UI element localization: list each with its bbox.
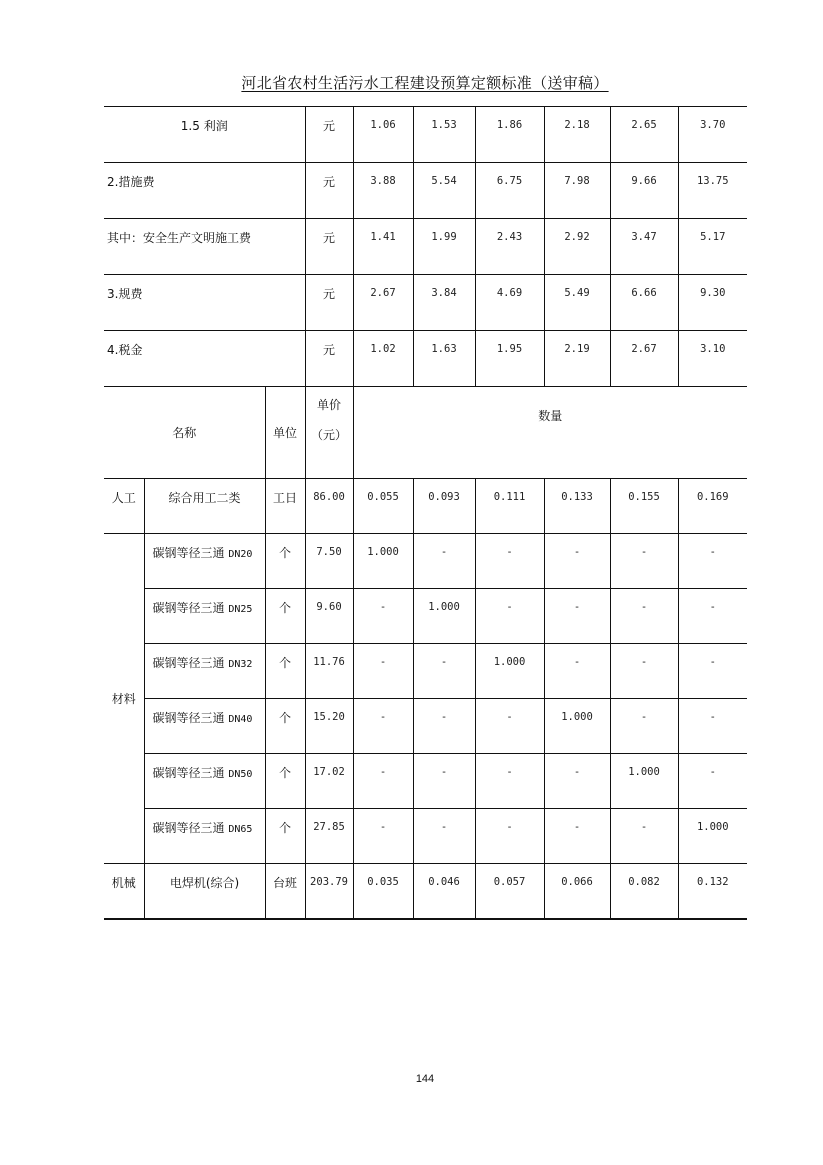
- quota-table: [104, 106, 747, 920]
- labor-unit: 工日: [265, 479, 305, 534]
- material-price: 9.60: [305, 589, 353, 644]
- material-quantity: -: [475, 589, 544, 644]
- labor-quantity: 0.155: [610, 479, 678, 534]
- fee-name: 2.措施费: [104, 163, 305, 219]
- fee-value: 2.67: [353, 275, 413, 331]
- fee-value: 1.63: [413, 331, 475, 387]
- machinery-quantity: 0.132: [678, 864, 747, 920]
- material-quantity: -: [610, 589, 678, 644]
- header-quantity: 数量: [353, 387, 747, 479]
- fee-value: 3.88: [353, 163, 413, 219]
- fee-value: 2.65: [610, 107, 678, 163]
- material-quantity: -: [544, 534, 610, 589]
- material-quantity: -: [475, 699, 544, 754]
- material-quantity: -: [353, 809, 413, 864]
- material-quantity: -: [413, 809, 475, 864]
- resource-header-row: [104, 387, 747, 479]
- material-quantity: -: [475, 809, 544, 864]
- material-quantity: 1.000: [413, 589, 475, 644]
- material-quantity: -: [353, 589, 413, 644]
- material-quantity: -: [353, 699, 413, 754]
- machinery-price: 203.79: [305, 864, 353, 920]
- material-row: [104, 699, 747, 754]
- machinery-quantity: 0.046: [413, 864, 475, 920]
- material-unit: 个: [265, 644, 305, 699]
- material-unit: 个: [265, 809, 305, 864]
- fee-name: 4.税金: [104, 331, 305, 387]
- labor-quantity: 0.111: [475, 479, 544, 534]
- material-spec: DN65: [228, 824, 253, 835]
- material-price: 7.50: [305, 534, 353, 589]
- material-quantity: -: [413, 534, 475, 589]
- page-number: 144: [415, 1073, 435, 1085]
- fee-value: 5.17: [678, 219, 747, 275]
- material-quantity: -: [678, 754, 747, 809]
- fee-value: 9.30: [678, 275, 747, 331]
- fee-row: [104, 107, 747, 163]
- header-name: 名称: [104, 387, 265, 479]
- material-quantity: -: [544, 589, 610, 644]
- material-price: 17.02: [305, 754, 353, 809]
- fee-value: 1.86: [475, 107, 544, 163]
- material-price: 27.85: [305, 809, 353, 864]
- labor-category: 人工: [104, 479, 144, 534]
- fee-value: 1.41: [353, 219, 413, 275]
- material-quantity: 1.000: [610, 754, 678, 809]
- fee-name: 3.规费: [104, 275, 305, 331]
- machinery-unit: 台班: [265, 864, 305, 920]
- material-quantity: 1.000: [544, 699, 610, 754]
- fee-name: 1.5 利润: [104, 107, 305, 163]
- material-quantity: -: [475, 754, 544, 809]
- machinery-category: 机械: [104, 864, 144, 920]
- fee-value: 3.70: [678, 107, 747, 163]
- fee-value: 4.69: [475, 275, 544, 331]
- fee-value: 1.06: [353, 107, 413, 163]
- fee-value: 6.66: [610, 275, 678, 331]
- machinery-quantity: 0.035: [353, 864, 413, 920]
- fee-row: [104, 219, 747, 275]
- material-quantity: 1.000: [678, 809, 747, 864]
- header-price-unit: （元）: [311, 428, 348, 442]
- material-row: [104, 754, 747, 809]
- fee-value: 1.02: [353, 331, 413, 387]
- labor-row: [104, 479, 747, 534]
- machinery-quantity: 0.082: [610, 864, 678, 920]
- fee-value: 1.95: [475, 331, 544, 387]
- labor-quantity: 0.169: [678, 479, 747, 534]
- machinery-quantity: 0.057: [475, 864, 544, 920]
- material-quantity: -: [413, 754, 475, 809]
- fee-value: 5.49: [544, 275, 610, 331]
- fee-value: 1.99: [413, 219, 475, 275]
- fee-unit: 元: [305, 331, 353, 387]
- labor-price: 86.00: [305, 479, 353, 534]
- material-name: [144, 589, 265, 644]
- material-quantity: -: [413, 644, 475, 699]
- header-unit-price: [305, 387, 353, 479]
- header-price-label: 单价: [317, 398, 342, 412]
- material-quantity: -: [678, 589, 747, 644]
- material-quantity: -: [353, 644, 413, 699]
- material-name-text: 碳钢等径三通: [152, 766, 225, 780]
- material-unit: 个: [265, 699, 305, 754]
- material-quantity: -: [544, 754, 610, 809]
- material-quantity: -: [610, 534, 678, 589]
- material-quantity: -: [678, 699, 747, 754]
- material-name-text: 碳钢等径三通: [152, 546, 225, 560]
- machinery-name: 电焊机(综合): [144, 864, 265, 920]
- fee-row: [104, 331, 747, 387]
- material-spec: DN20: [228, 549, 253, 560]
- fee-value: 2.67: [610, 331, 678, 387]
- labor-quantity: 0.055: [353, 479, 413, 534]
- material-spec: DN25: [228, 604, 253, 615]
- material-spec: DN50: [228, 769, 253, 780]
- fee-value: 2.18: [544, 107, 610, 163]
- fee-value: 2.43: [475, 219, 544, 275]
- material-quantity: -: [678, 534, 747, 589]
- fee-value: 3.84: [413, 275, 475, 331]
- document-title: 河北省农村生活污水工程建设预算定额标准（送审稿）: [241, 74, 609, 92]
- fee-unit: 元: [305, 275, 353, 331]
- material-name: [144, 809, 265, 864]
- material-unit: 个: [265, 589, 305, 644]
- labor-quantity: 0.093: [413, 479, 475, 534]
- material-price: 11.76: [305, 644, 353, 699]
- header-unit: 单位: [265, 387, 305, 479]
- material-name-text: 碳钢等径三通: [152, 601, 225, 615]
- fee-value: 3.47: [610, 219, 678, 275]
- material-name-text: 碳钢等径三通: [152, 711, 225, 725]
- material-quantity: -: [610, 644, 678, 699]
- material-quantity: 1.000: [475, 644, 544, 699]
- material-price: 15.20: [305, 699, 353, 754]
- material-row: [104, 644, 747, 699]
- material-quantity: -: [610, 809, 678, 864]
- material-name-text: 碳钢等径三通: [152, 821, 225, 835]
- machinery-row: [104, 864, 747, 920]
- material-name: [144, 754, 265, 809]
- material-unit: 个: [265, 534, 305, 589]
- material-category: 材料: [104, 534, 144, 864]
- fee-unit: 元: [305, 219, 353, 275]
- fee-value: 7.98: [544, 163, 610, 219]
- fee-row: [104, 275, 747, 331]
- material-name: [144, 534, 265, 589]
- fee-row: [104, 163, 747, 219]
- material-quantity: -: [610, 699, 678, 754]
- material-spec: DN32: [228, 659, 253, 670]
- fee-value: 2.92: [544, 219, 610, 275]
- material-quantity: -: [544, 644, 610, 699]
- material-spec: DN40: [228, 714, 253, 725]
- material-quantity: -: [475, 534, 544, 589]
- material-unit: 个: [265, 754, 305, 809]
- material-quantity: -: [413, 699, 475, 754]
- fee-value: 5.54: [413, 163, 475, 219]
- fee-unit: 元: [305, 107, 353, 163]
- material-quantity: 1.000: [353, 534, 413, 589]
- fee-unit: 元: [305, 163, 353, 219]
- material-name: [144, 644, 265, 699]
- fee-value: 6.75: [475, 163, 544, 219]
- fee-value: 13.75: [678, 163, 747, 219]
- fee-value: 2.19: [544, 331, 610, 387]
- material-name-text: 碳钢等径三通: [152, 656, 225, 670]
- material-quantity: -: [353, 754, 413, 809]
- material-quantity: -: [678, 644, 747, 699]
- fee-name: 其中：安全生产文明施工费: [104, 219, 305, 275]
- machinery-quantity: 0.066: [544, 864, 610, 920]
- fee-value: 1.53: [413, 107, 475, 163]
- material-row: [104, 809, 747, 864]
- material-quantity: -: [544, 809, 610, 864]
- material-name: [144, 699, 265, 754]
- labor-quantity: 0.133: [544, 479, 610, 534]
- fee-value: 9.66: [610, 163, 678, 219]
- labor-name: 综合用工二类: [144, 479, 265, 534]
- material-row: [104, 534, 747, 589]
- material-row: [104, 589, 747, 644]
- fee-value: 3.10: [678, 331, 747, 387]
